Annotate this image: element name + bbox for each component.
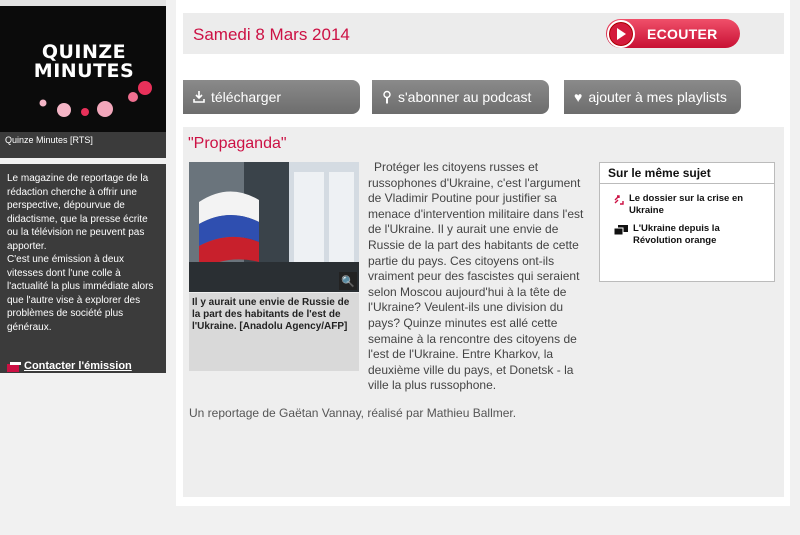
broadcast-date: Samedi 8 Mars 2014: [193, 25, 350, 44]
action-buttons: [183, 80, 784, 114]
show-description: [0, 164, 166, 373]
external-link-icon: [614, 195, 624, 205]
related-title: Sur le même sujet: [600, 163, 774, 184]
related-item-label[interactable]: L'Ukraine depuis la Révolution orange: [633, 223, 720, 246]
podcast-icon: [382, 90, 392, 104]
related-item[interactable]: [614, 193, 759, 217]
podcast-subscribe-button[interactable]: [372, 80, 549, 114]
contact-link[interactable]: Contacter l'émission: [24, 360, 132, 372]
heart-icon: ♥: [574, 89, 583, 105]
episode-body: Protéger les citoyens russes et russophones d'Ukraine, c'est l'argument de Vladimir Poutine pour justifier sa menace d'intervention militaire dans l'est de l'Ukraine. Il y aurait une envie de Russie de la part des habitants de cette partie du pays. Ces citoyens ont-ils vraiment peur des fascistes qui seraient selon Moscou aujourd'hui à la tête de l'Ukraine? Veulent-ils une division du pays? Quinze minutes est allé cette semaine à la rencontre des citoyens de l'est de l'Ukraine. Entre Kharkov, la deuxième ville du pays, et Donetsk - la ville la plus russophone.: [368, 160, 584, 393]
episode-photo[interactable]: [189, 162, 359, 292]
photo-caption: Il y aurait une envie de Russie de la part des habitants de l'est de l'Ukraine. [Anadolu Agency/AFP]: [189, 293, 359, 371]
photo-illustration: [189, 162, 359, 292]
listen-label: ECOUTER: [647, 25, 718, 42]
logo-dots-graphic: [0, 6, 166, 132]
episode-title: "Propaganda": [188, 135, 287, 152]
download-icon: [193, 91, 205, 103]
episode-section: [183, 127, 784, 497]
description-paragraph-2: C'est une émission à deux vitesses dont l'une colle à l'actualité la plus immédiate alors que l'autre vise à explorer des problèmes de société plus généraux.: [7, 254, 154, 333]
related-item-label[interactable]: Le dossier sur la crise en Ukraine: [629, 193, 744, 216]
playlist-label: ajouter à mes playlists: [588, 89, 727, 105]
sidebar: [0, 0, 166, 373]
add-to-playlist-button[interactable]: [564, 80, 741, 114]
download-button[interactable]: [183, 80, 360, 114]
listen-button[interactable]: [606, 19, 740, 48]
logo-line-1: QUINZE: [41, 41, 127, 63]
play-icon: [607, 20, 635, 48]
windows-icon: [614, 225, 628, 235]
logo-line-2: MINUTES: [33, 60, 135, 82]
episode-credit: Un reportage de Gaëtan Vannay, réalisé par Mathieu Ballmer.: [189, 406, 517, 420]
show-name: Quinze Minutes [RTS]: [0, 132, 166, 158]
main-content: [176, 0, 790, 506]
episode-description: [368, 160, 586, 394]
download-label: télécharger: [211, 89, 282, 105]
contact-link-row[interactable]: [7, 360, 132, 374]
mail-icon: [7, 362, 21, 372]
show-logo[interactable]: [0, 6, 166, 132]
related-box: [599, 162, 775, 282]
description-paragraph-1: Le magazine de reportage de la rédaction cherche à offrir une perspective, dépourvue de didactisme, que la presse écrite ou la télévision ne peuvent pas apporter.: [7, 173, 149, 252]
related-item[interactable]: [614, 223, 763, 247]
podcast-label: s'abonner au podcast: [398, 89, 532, 105]
date-bar: [183, 13, 784, 54]
zoom-icon[interactable]: 🔍: [339, 272, 357, 290]
